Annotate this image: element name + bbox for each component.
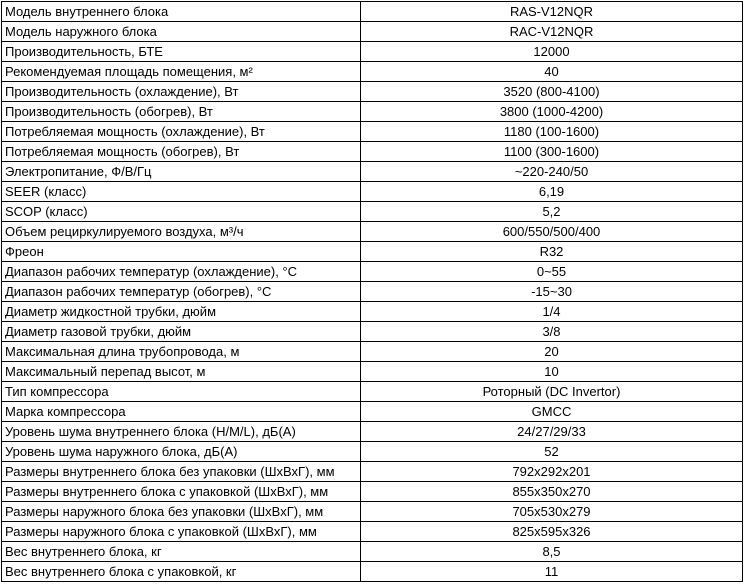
table-row: [2, 342, 743, 362]
param-value-cell: 24/27/29/33: [361, 422, 743, 442]
param-value-cell: 1100 (300-1600): [361, 142, 743, 162]
param-value-cell: 12000: [361, 42, 743, 62]
param-value-cell: 10: [361, 362, 743, 382]
param-value-cell: 6,19: [361, 182, 743, 202]
table-row: [2, 422, 743, 442]
table-row: [2, 42, 743, 62]
table-row: [2, 62, 743, 82]
param-value-cell: 0~55: [361, 262, 743, 282]
table-row: [2, 282, 743, 302]
table-row: [2, 402, 743, 422]
param-name-cell: Производительность (обогрев), Вт: [2, 102, 361, 122]
param-name-cell: Размеры наружного блока без упаковки (ШхВхГ), мм: [2, 502, 361, 522]
param-value-cell: 1/4: [361, 302, 743, 322]
param-value-cell: Роторный (DC Invertor): [361, 382, 743, 402]
param-value-cell: -15~30: [361, 282, 743, 302]
param-name-cell: Максимальная длина трубопровода, м: [2, 342, 361, 362]
param-value-cell: 3800 (1000-4200): [361, 102, 743, 122]
param-value-cell: 600/550/500/400: [361, 222, 743, 242]
param-value-cell: 3/8: [361, 322, 743, 342]
param-name-cell: Уровень шума наружного блока, дБ(А): [2, 442, 361, 462]
table-row: [2, 482, 743, 502]
param-value-cell: 3520 (800-4100): [361, 82, 743, 102]
param-name-cell: Модель наружного блока: [2, 22, 361, 42]
param-value-cell: 705x530x279: [361, 502, 743, 522]
table-row: [2, 182, 743, 202]
param-value-cell: 792x292x201: [361, 462, 743, 482]
table-row: [2, 562, 743, 582]
param-name-cell: Электропитание, Ф/В/Гц: [2, 162, 361, 182]
table-row: [2, 302, 743, 322]
param-value-cell: R32: [361, 242, 743, 262]
param-name-cell: SCOP (класс): [2, 202, 361, 222]
param-value-cell: 5,2: [361, 202, 743, 222]
param-name-cell: Модель внутреннего блока: [2, 2, 361, 22]
table-row: [2, 262, 743, 282]
param-name-cell: Вес внутреннего блока с упаковкой, кг: [2, 562, 361, 582]
table-row: [2, 542, 743, 562]
param-value-cell: 8,5: [361, 542, 743, 562]
param-name-cell: Марка компрессора: [2, 402, 361, 422]
spec-table: [1, 1, 743, 582]
param-name-cell: SEER (класс): [2, 182, 361, 202]
param-name-cell: Рекомендуемая площадь помещения, м²: [2, 62, 361, 82]
param-name-cell: Размеры внутреннего блока без упаковки (ШхВхГ), мм: [2, 462, 361, 482]
param-name-cell: Объем рециркулируемого воздуха, м³/ч: [2, 222, 361, 242]
table-row: [2, 502, 743, 522]
param-name-cell: Фреон: [2, 242, 361, 262]
param-name-cell: Производительность, БТЕ: [2, 42, 361, 62]
param-value-cell: ~220-240/50: [361, 162, 743, 182]
table-row: [2, 322, 743, 342]
param-value-cell: 11: [361, 562, 743, 582]
param-name-cell: Максимальный перепад высот, м: [2, 362, 361, 382]
table-row: [2, 162, 743, 182]
param-name-cell: Размеры наружного блока с упаковкой (ШхВхГ), мм: [2, 522, 361, 542]
param-name-cell: Тип компрессора: [2, 382, 361, 402]
param-name-cell: Потребляемая мощность (обогрев), Вт: [2, 142, 361, 162]
param-value-cell: GMCC: [361, 402, 743, 422]
table-row: [2, 82, 743, 102]
table-row: [2, 242, 743, 262]
table-row: [2, 202, 743, 222]
param-name-cell: Производительность (охлаждение), Вт: [2, 82, 361, 102]
param-value-cell: 825x595x326: [361, 522, 743, 542]
table-row: [2, 22, 743, 42]
param-value-cell: 20: [361, 342, 743, 362]
table-row: [2, 382, 743, 402]
param-value-cell: 855x350x270: [361, 482, 743, 502]
table-row: [2, 2, 743, 22]
param-name-cell: Вес внутреннего блока, кг: [2, 542, 361, 562]
param-name-cell: Уровень шума внутреннего блока (H/M/L), дБ(А): [2, 422, 361, 442]
param-name-cell: Потребляемая мощность (охлаждение), Вт: [2, 122, 361, 142]
spec-table-body: [2, 2, 743, 582]
table-row: [2, 362, 743, 382]
table-row: [2, 142, 743, 162]
param-value-cell: 1180 (100-1600): [361, 122, 743, 142]
param-value-cell: RAS-V12NQR: [361, 2, 743, 22]
param-value-cell: 52: [361, 442, 743, 462]
table-row: [2, 522, 743, 542]
param-value-cell: 40: [361, 62, 743, 82]
param-value-cell: RAC-V12NQR: [361, 22, 743, 42]
param-name-cell: Диаметр жидкостной трубки, дюйм: [2, 302, 361, 322]
param-name-cell: Диапазон рабочих температур (обогрев), °С: [2, 282, 361, 302]
table-row: [2, 442, 743, 462]
param-name-cell: Размеры внутреннего блока с упаковкой (ШхВхГ), мм: [2, 482, 361, 502]
param-name-cell: Диапазон рабочих температур (охлаждение), °С: [2, 262, 361, 282]
table-row: [2, 222, 743, 242]
table-row: [2, 122, 743, 142]
table-row: [2, 102, 743, 122]
table-row: [2, 462, 743, 482]
param-name-cell: Диаметр газовой трубки, дюйм: [2, 322, 361, 342]
